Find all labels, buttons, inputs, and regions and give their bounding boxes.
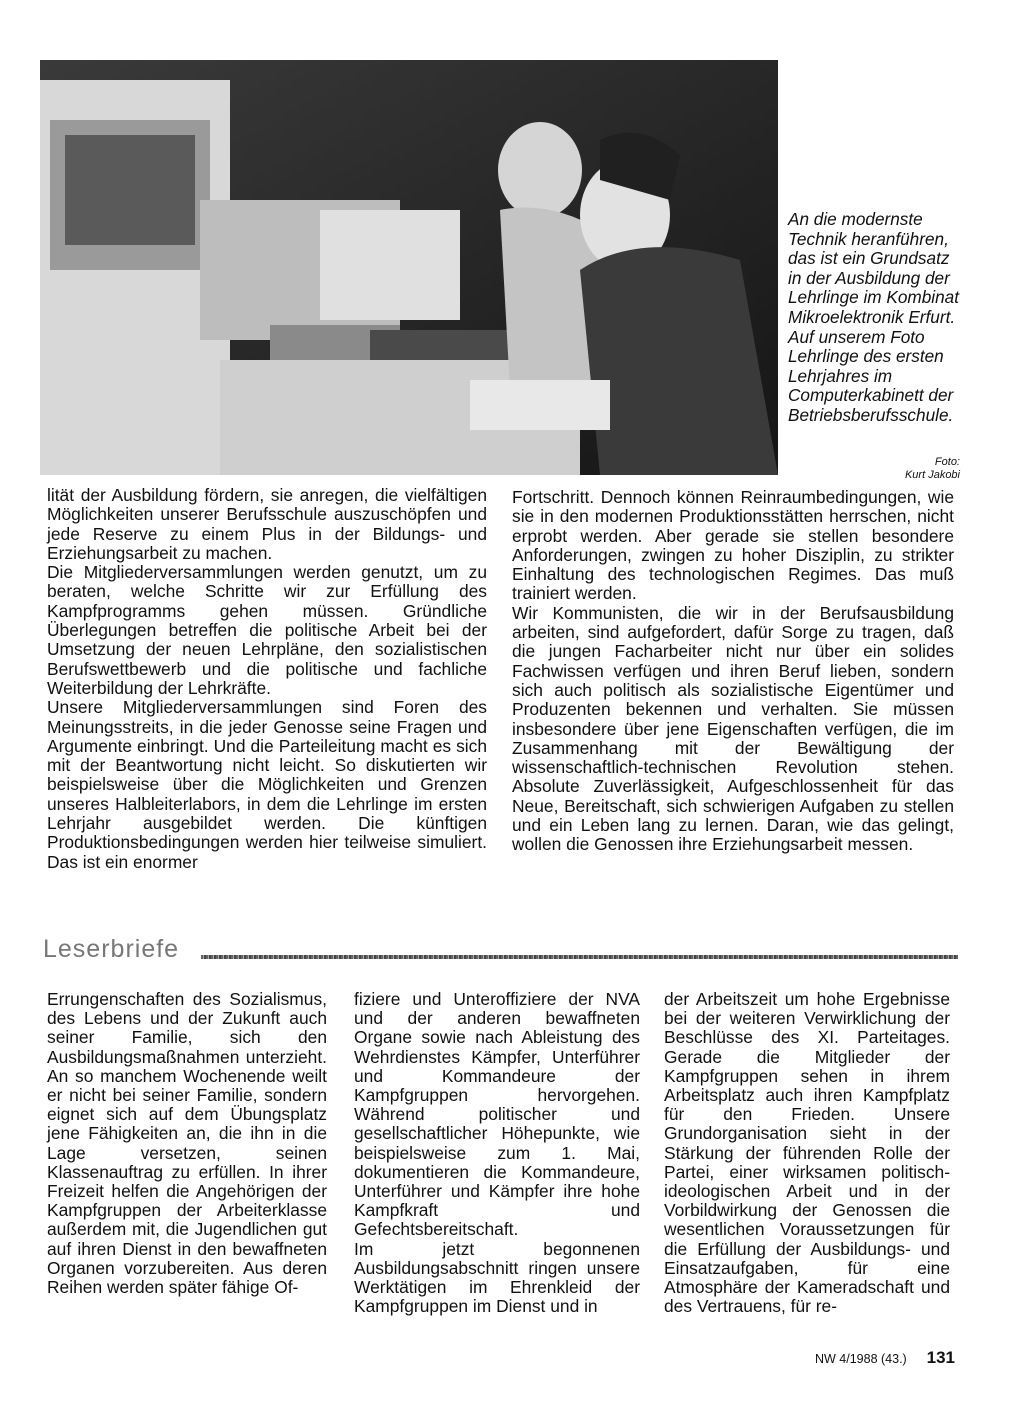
article-column-1 — [47, 486, 487, 872]
article-paragraph: lität der Ausbildung fördern, sie anregen, die vielfältigen Möglichkeiten unserer Berufsschule auszuschöpfen und jede Reserve zu einem Plus in der Bildungs- und Erziehungsarbeit zu machen. — [47, 485, 487, 563]
letter-column-2 — [354, 990, 640, 1316]
letter-column-3 — [664, 990, 950, 1316]
photo-credit — [788, 456, 960, 482]
letter-column-1 — [47, 990, 327, 1297]
letters-heading: Leserbriefe — [43, 935, 180, 963]
article-paragraph: Wir Kommunisten, die wir in der Berufsausbildung arbeiten, sind aufgefordert, dafür Sorge zu tragen, daß die jungen Facharbeiter nicht nur über ein solides Fachwissen verfügen und ihren Beruf lieben, sondern sich auch politisch als sozialistische Eigentümer und Produzenten bekennen und verhalten. Sie müssen insbesondere über jene Eigenschaften verfügen, die im Zusammenhang mit der Bewältigung der wissenschaftlich-technischen Revolution stehen. Absolute Zuverlässigkeit, Aufgeschlossenheit für das Neue, Bereitschaft, sich schwierigen Aufgaben zu stellen und ein Leben lang zu lernen. Daran, wie das gelingt, wollen die Genossen ihre Erziehungsarbeit messen. — [512, 602, 954, 855]
photo-icon — [40, 60, 778, 475]
letters-rubric — [43, 933, 958, 973]
letter-paragraph: Errungenschaften des Sozialismus, des Lebens und der Zukunft auch seiner Familie, sich den Ausbildungsmaßnahmen unterzieht. An so manchem Wochenende weilt er nicht bei seiner Familie, sondern eignet sich auf dem Übungsplatz jene Fähigkeiten an, die ihn in die Lage versetzen, seinen Klassenauftrag zu erfüllen. In ihrer Freizeit helfen die Angehörigen der Kampfgruppen der Arbeiterklasse außerdem mit, die Jugendlichen gut auf ihren Dienst in den bewaffneten Organen vorzubereiten. Aus deren Reihen werden später fähige Of- — [47, 989, 327, 1298]
page-footer — [815, 1348, 955, 1370]
page-number: 131 — [926, 1348, 955, 1367]
rubric-divider — [201, 955, 958, 959]
letter-paragraph: Im jetzt begonnenen Ausbildungsabschnitt ringen unsere Werktätigen im Ehrenkleid der Kampfgruppen im Dienst und in — [354, 1238, 640, 1317]
article-column-2 — [512, 488, 954, 855]
photo-credit-name: Kurt Jakobi — [904, 469, 960, 481]
journal-issue: NW 4/1988 (43.) — [815, 1352, 907, 1366]
article-paragraph: Fortschritt. Dennoch können Reinraumbedingungen, wie sie in den modernen Produktionsstätten herrschen, nicht erprobt werden. Aber gerade sie stellen besondere Anforderungen, zwingen zu hoher Disziplin, zu strikter Einhaltung des technologischen Regimes. Das muß trainiert werden. — [512, 487, 954, 604]
photo-credit-label: Foto: — [934, 456, 960, 468]
article-paragraph: Die Mitgliederversammlungen werden genutzt, um zu beraten, welche Schritte wir zur Erfüllung des Kampfprogramms gehen müssen. Gründliche Überlegungen betreffen die politische Arbeit bei der Umsetzung der neuen Lehrpläne, den sozialistischen Berufswettbewerb und die politische und fachliche Weiterbildung der Lehrkräfte. — [47, 562, 487, 698]
letter-paragraph: fiziere und Unteroffiziere der NVA und der anderen bewaffneten Organe sowie nach Ableistung des Wehrdienstes Kämpfer, Unterführer und Kommandeure der Kampfgruppen hervorgehen. Während politischer und gesellschaftlicher Höhepunkte, wie beispielsweise zum 1. Mai, dokumentieren die Kommandeure, Unterführer und Kämpfer ihre hohe Kampfkraft und Gefechtsbereitschaft. — [354, 989, 640, 1240]
article-photo — [40, 60, 778, 475]
article-paragraph: Unsere Mitgliederversammlungen sind Foren des Meinungsstreits, in die jeder Genosse seine Fragen und Argumente einbringt. Und die Parteileitung macht es sich mit der Beantwortung nicht leicht. So diskutierten wir beispielsweise über die Möglichkeiten und Grenzen unseres Halbleiterlabors, in dem die Lehrlinge im ersten Lehrjahr ausgebildet werden. Die künftigen Produktionsbedingungen werden hier teilweise simuliert. Das ist ein enormer — [47, 697, 487, 872]
letter-paragraph: der Arbeitszeit um hohe Ergebnisse bei der weiteren Verwirklichung der Beschlüsse des XI. Parteitages. Gerade die Mitglieder der Kampfgruppen sehen in ihrem Arbeitsplatz auch ihren Kampfplatz für den Frieden. Unsere Grundorganisation sieht in der Stärkung der führenden Rolle der Partei, einer wirksamen politisch-ideologischen Arbeit und in der Vorbildwirkung der Genossen die wesentlichen Voraussetzungen für die Erfüllung der Ausbildungs- und Einsatzaufgaben, für eine Atmosphäre der Kameradschaft und des Vertrauens, für re- — [664, 989, 950, 1317]
photo-caption: An die modernste Technik heranführen, das ist ein Grundsatz in der Ausbildung der Lehrlinge im Kombinat Mikroelektronik Erfurt. Auf unserem Foto Lehrlinge des ersten Lehrjahres im Computerkabinett der Betriebsberufsschule. — [788, 209, 960, 425]
